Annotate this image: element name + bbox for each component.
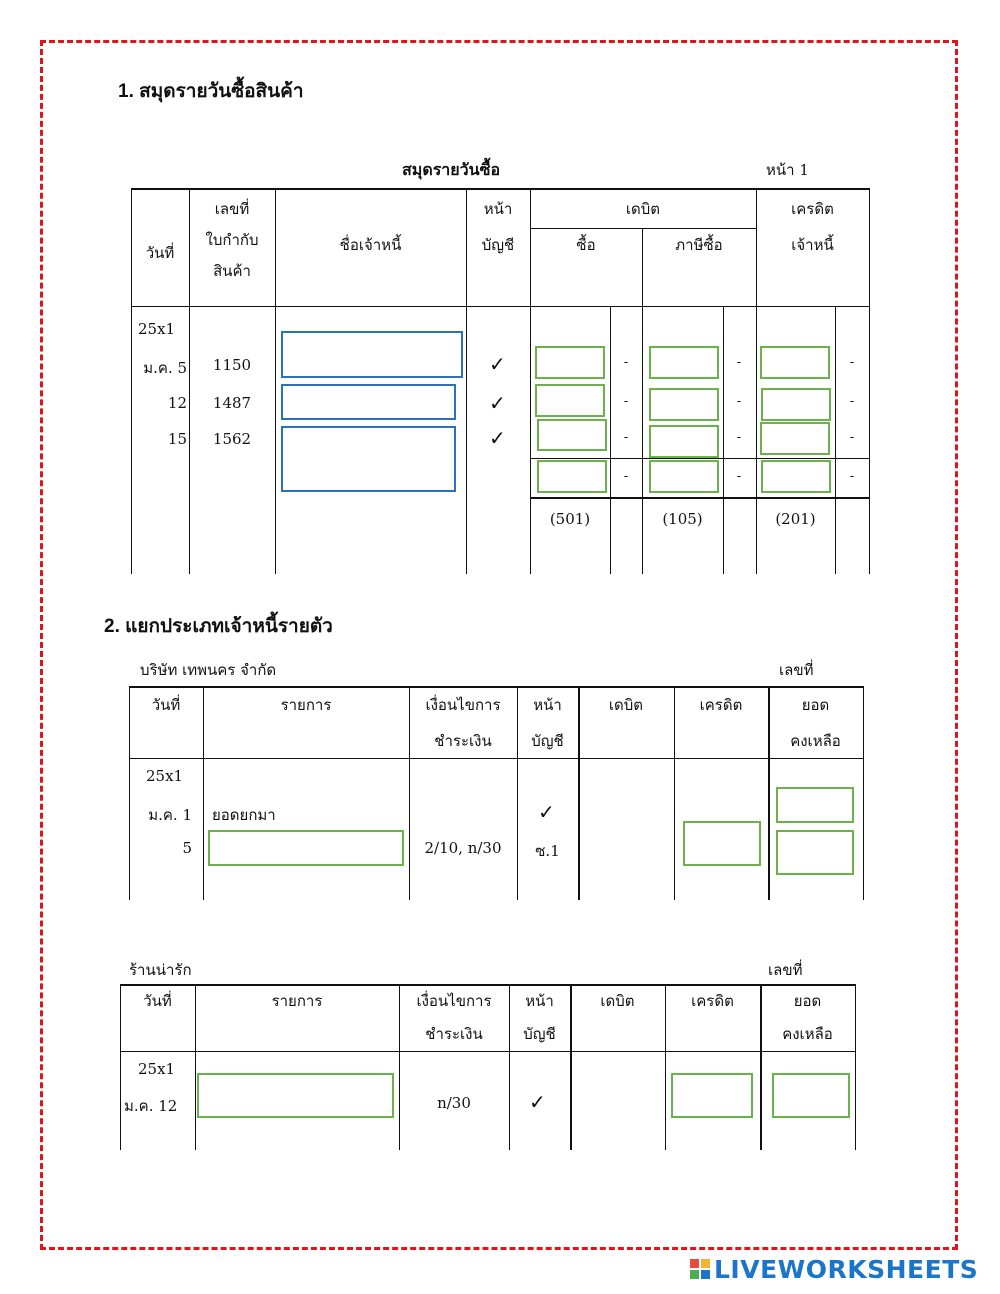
ledger1-name: บริษัท เทพนคร จำกัด <box>140 661 277 679</box>
account-number-purchase-tax: (105) <box>662 510 703 528</box>
creditor-name-input-1[interactable] <box>281 331 463 378</box>
ledger2-row1-date: ม.ค. 12 <box>124 1097 178 1115</box>
section1-heading: 1. สมุดรายวันซื้อสินค้า <box>118 81 304 102</box>
header-purchase-tax: ภาษีซื้อ <box>675 236 723 254</box>
satang-dash: - <box>736 469 742 484</box>
ledger1-item-input[interactable] <box>208 830 404 866</box>
ledger1-header-ref-line1: หน้า <box>533 696 562 714</box>
ledger1-header-date: วันที่ <box>151 696 181 714</box>
creditor-credit-total-input[interactable] <box>761 460 831 493</box>
satang-dash: - <box>849 355 855 370</box>
brand-name: LIVEWORKSHEETS <box>714 1254 979 1284</box>
ledger2-header-ref-line2: บัญชี <box>523 1025 556 1043</box>
journal-row2-date: 12 <box>167 394 187 412</box>
ledger1-row1-date: ม.ค. 1 <box>148 806 192 824</box>
purchase-total-input[interactable] <box>537 460 607 493</box>
satang-dash: - <box>623 394 629 409</box>
journal-row2-invoice: 1487 <box>212 394 252 412</box>
ledger1-number-label: เลขที่ <box>779 661 814 679</box>
ledger1-year: 25x1 <box>146 767 184 785</box>
creditor-credit-input-1[interactable] <box>760 346 830 379</box>
checkmark-icon: ✓ <box>489 352 506 376</box>
purchase-input-1[interactable] <box>535 346 605 379</box>
satang-dash: - <box>736 394 742 409</box>
account-number-purchase: (501) <box>549 510 591 528</box>
journal-year: 25x1 <box>138 320 176 338</box>
ledger1-header-item: รายการ <box>280 696 332 714</box>
header-credit: เครดิต <box>791 200 834 218</box>
journal-row3-date: 15 <box>167 430 187 448</box>
ledger2-header-debit: เดบิต <box>600 992 635 1010</box>
ledger1-header-debit: เดบิต <box>608 696 644 714</box>
liveworksheets-logo <box>690 1254 978 1284</box>
ledger1-credit-input[interactable] <box>683 821 761 866</box>
ledger1-header-terms-line2: ชำระเงิน <box>434 732 492 750</box>
ledger2-row1-terms: n/30 <box>437 1094 471 1112</box>
journal-row3-invoice: 1562 <box>212 430 252 448</box>
logo-squares-icon <box>690 1259 710 1279</box>
creditor-credit-input-3[interactable] <box>760 422 830 455</box>
purchase-input-3[interactable] <box>537 419 607 451</box>
ledger2-item-input[interactable] <box>197 1073 394 1118</box>
creditor-name-input-2[interactable] <box>281 384 456 420</box>
ledger1-header-balance-line2: คงเหลือ <box>790 732 841 750</box>
ledger2-header-balance-line2: คงเหลือ <box>782 1025 833 1043</box>
satang-dash: - <box>736 430 742 445</box>
account-number-creditor: (201) <box>775 510 816 528</box>
satang-dash: - <box>736 355 742 370</box>
ledger1-balance-input-1[interactable] <box>776 787 854 823</box>
ledger2-year: 25x1 <box>138 1060 176 1078</box>
ledger1-header-credit: เครดิต <box>699 696 743 714</box>
journal-title: สมุดรายวันซื้อ <box>402 160 501 179</box>
ledger2-header-ref-line1: หน้า <box>525 992 554 1010</box>
journal-page-label: หน้า 1 <box>766 161 809 179</box>
satang-dash: - <box>623 430 629 445</box>
header-invoice-line3: สินค้า <box>213 262 251 280</box>
ledger2-credit-input[interactable] <box>671 1073 753 1118</box>
header-debit: เดบิต <box>625 200 661 218</box>
satang-dash: - <box>849 430 855 445</box>
ledger2-number-label: เลขที่ <box>768 961 803 979</box>
satang-dash: - <box>849 469 855 484</box>
ledger2-header-date: วันที่ <box>143 992 172 1010</box>
ledger2-name: ร้านน่ารัก <box>129 961 192 979</box>
header-creditor: เจ้าหนี้ <box>791 236 834 254</box>
checkmark-icon: ✓ <box>489 391 506 415</box>
ledger2-header-item: รายการ <box>271 992 323 1010</box>
header-ref-line1: หน้า <box>483 200 513 218</box>
ledger2-balance-input[interactable] <box>772 1073 850 1118</box>
checkmark-icon: ✓ <box>489 426 506 450</box>
creditor-name-input-3[interactable] <box>281 426 456 492</box>
header-date: วันที่ <box>145 244 175 262</box>
header-invoice-line1: เลขที่ <box>214 200 250 218</box>
ledger1-header-terms-line1: เงื่อนไขการ <box>425 696 501 714</box>
purchase-tax-input-3[interactable] <box>649 425 719 458</box>
satang-dash: - <box>623 469 629 484</box>
ledger2-header-credit: เครดิต <box>691 992 734 1010</box>
ledger2-header-terms-line2: ชำระเงิน <box>425 1025 483 1043</box>
satang-dash: - <box>623 355 629 370</box>
ledger2-header-terms-line1: เงื่อนไขการ <box>416 992 492 1010</box>
ledger1-balance-input-2[interactable] <box>776 830 854 875</box>
ledger1-row2-ref: ซ.1 <box>535 842 560 860</box>
ledger1-header-ref-line2: บัญชี <box>531 732 564 750</box>
header-purchase: ซื้อ <box>576 236 596 254</box>
section2-heading: 2. แยกประเภทเจ้าหนี้รายตัว <box>104 616 333 637</box>
creditor-credit-input-2[interactable] <box>761 388 831 421</box>
ledger2-header-balance-line1: ยอด <box>793 992 822 1010</box>
header-invoice-line2: ใบกำกับ <box>205 231 259 249</box>
ledger1-row2-terms: 2/10, n/30 <box>424 839 502 857</box>
ledger1-row2-date: 5 <box>182 839 192 857</box>
purchase-input-2[interactable] <box>535 384 605 417</box>
header-creditor-name: ชื่อเจ้าหนี้ <box>339 236 402 254</box>
purchase-tax-total-input[interactable] <box>649 460 719 493</box>
ledger1-row1-item: ยอดยกมา <box>212 806 276 824</box>
checkmark-icon: ✓ <box>538 800 555 824</box>
header-ref-line2: บัญชี <box>481 236 515 254</box>
satang-dash: - <box>849 394 855 409</box>
journal-row1-invoice: 1150 <box>212 356 252 374</box>
purchase-tax-input-2[interactable] <box>649 388 719 421</box>
ledger1-header-balance-line1: ยอด <box>801 696 830 714</box>
journal-row1-date: ม.ค. 5 <box>143 359 187 377</box>
checkmark-icon: ✓ <box>529 1090 546 1114</box>
purchase-tax-input-1[interactable] <box>649 346 719 379</box>
